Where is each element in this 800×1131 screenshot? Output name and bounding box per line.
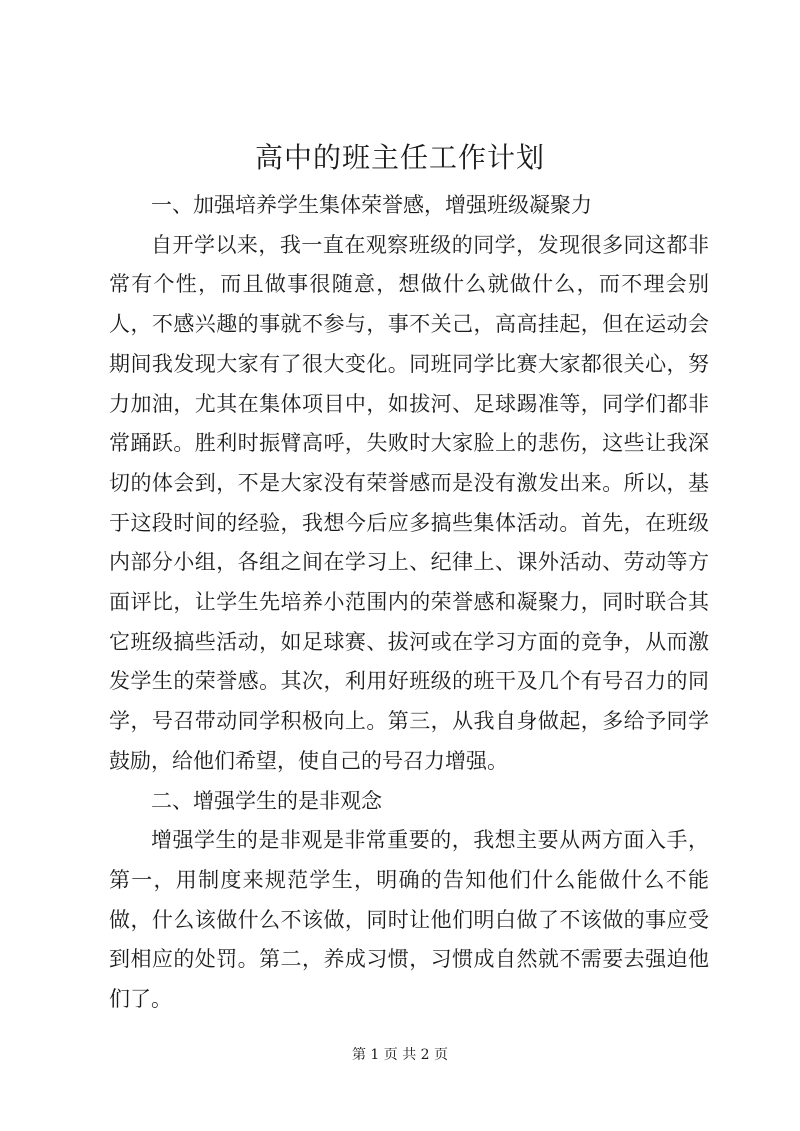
page-footer: 第 1 页 共 2 页 [351,1047,449,1063]
body-paragraph-1: 自开学以来，我一直在观察班级的同学，发现很多同这都非常有个性，而且做事很随意，想做什么就做什么，而不理会别人，不感兴趣的事就不参与，事不关己，高高挂起，但在运动会期间我发现大家有了很大变化。同班同学比赛大家都很关心，努力加油，尤其在集体项目中，如拔河、足球踢准等，同学们都非常踊跃。胜利时振臂高呼，失败时大家脸上的悲伤，这些让我深切的体会到，不是大家没有荣誉感而是没有激发出来。所以，基于这段时间的经验，我想今后应多搞些集体活动。首先，在班级内部分小组，各组之间在学习上、纪律上、课外活动、劳动等方面评比，让学生先培养小范围内的荣誉感和凝聚力，同时联合其它班级搞些活动，如足球赛、拔河或在学习方面的竞争，从而激发学生的荣誉感。其次，利用好班级的班干及几个有号召力的同学，号召带动同学积极向上。第三，从我自身做起，多给予同学鼓励，给他们希望，使自己的号召力增强。 [109,232,709,773]
body-paragraph-2: 增强学生的是非观是非常重要的，我想主要从两方面入手，第一，用制度来规范学生，明确的告知他们什么能做什么不能做，什么该做什么不该做，同时让他们明白做了不该做的事应受到相应的处罚。第二，养成习惯，习惯成自然就不需要去强迫他们了。 [109,828,709,1012]
section-heading-2: 二、增强学生的是非观念 [151,788,382,813]
document-title: 高中的班主任工作计划 [254,141,545,174]
document-body [109,186,709,1020]
section-heading-1: 一、加强培养学生集体荣誉感，增强班级凝聚力 [151,193,592,217]
